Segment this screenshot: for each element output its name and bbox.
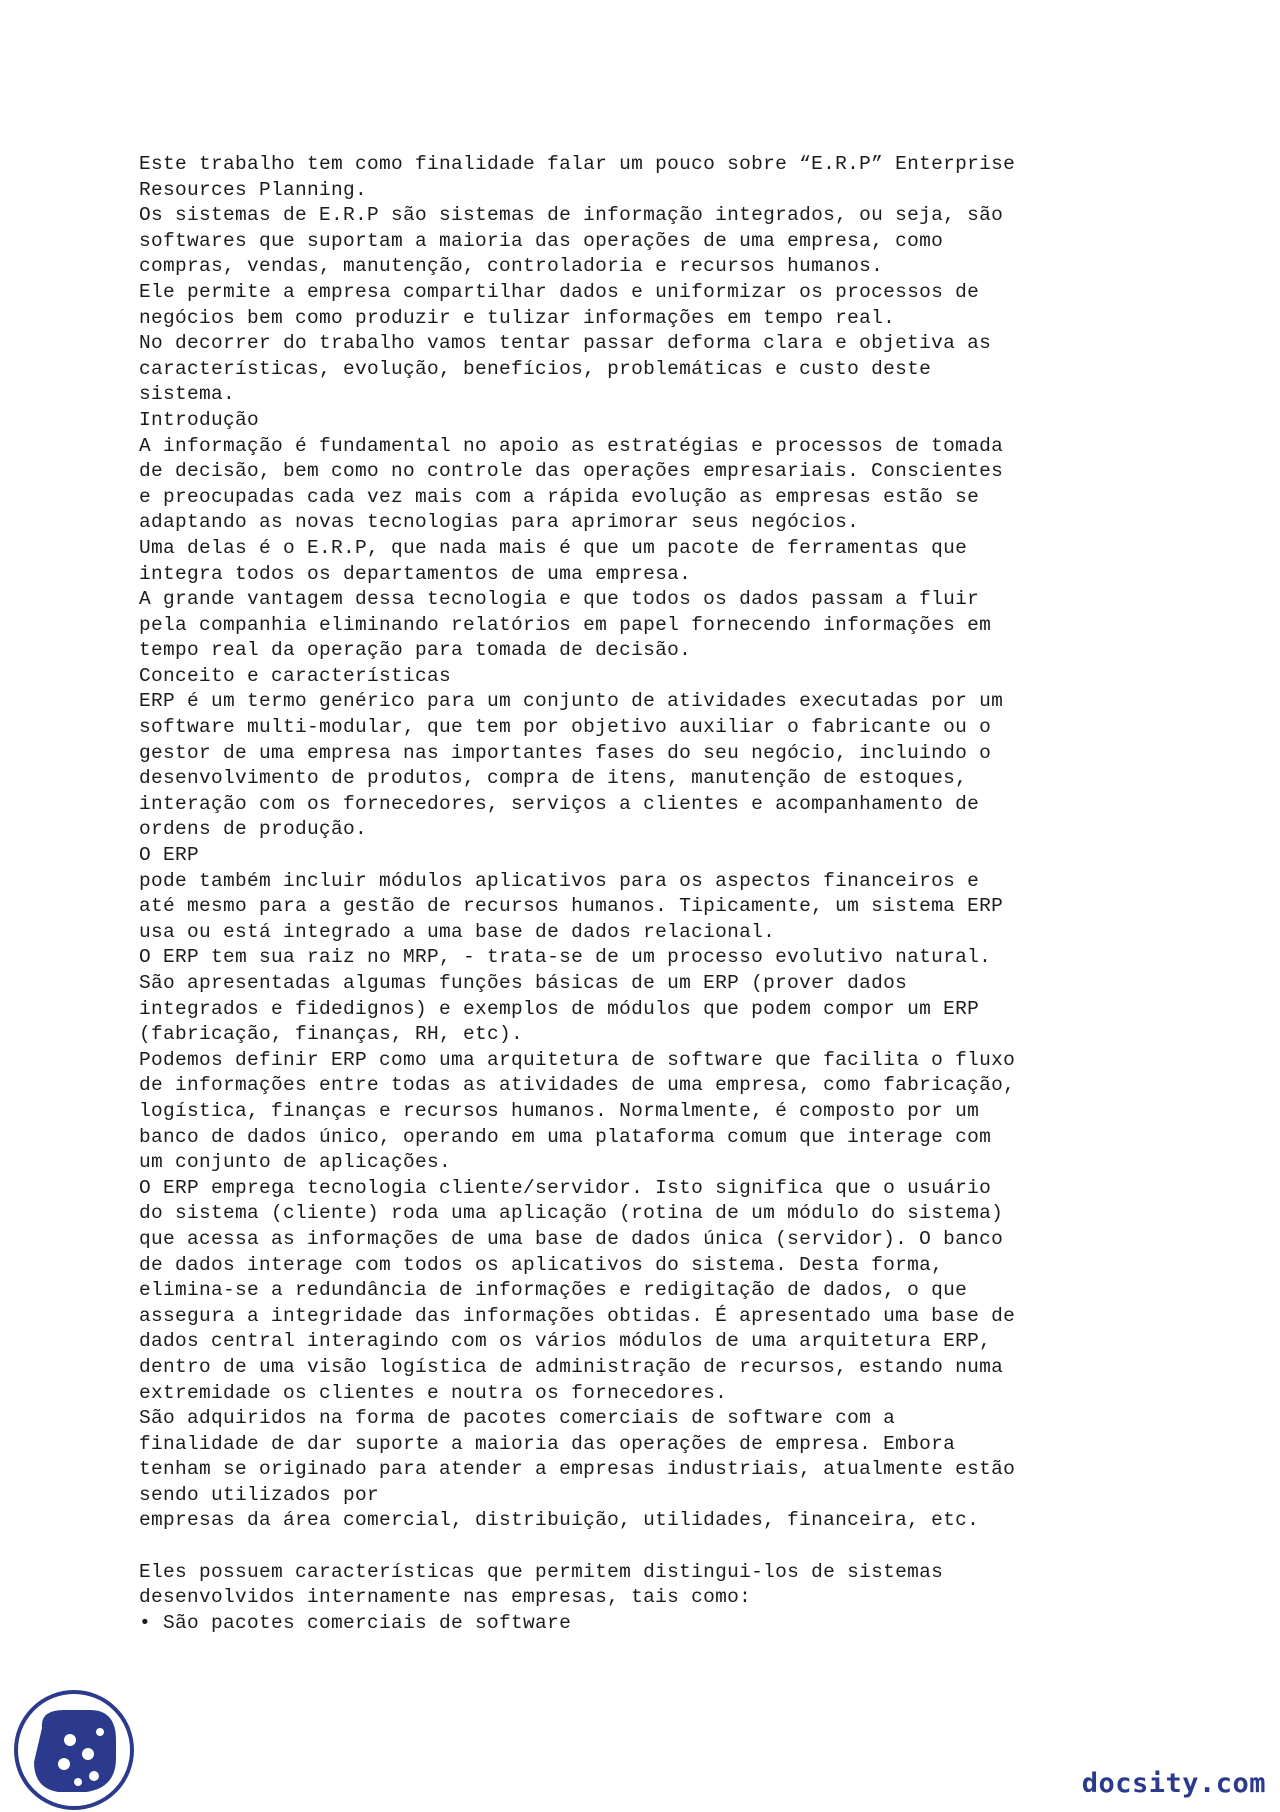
document-line: do sistema (cliente) roda uma aplicação (rotina de um módulo do sistema) — [139, 1202, 1004, 1225]
document-line: (fabricação, finanças, RH, etc). — [139, 1023, 524, 1046]
document-line: sistema. — [139, 383, 236, 406]
document-line: banco de dados único, operando em uma plataforma comum que interage com — [139, 1125, 992, 1148]
document-line: Introdução — [139, 408, 260, 431]
document-line: extremidade os clientes e noutra os fornecedores. — [139, 1381, 728, 1404]
document-line: Uma delas é o E.R.P, que nada mais é que um pacote de ferramentas que — [139, 536, 968, 559]
document-line: assegura a integridade das informações obtidas. É apresentado uma base de — [139, 1304, 1016, 1327]
document-line — [139, 1534, 1159, 1560]
docsity-logo-icon — [12, 1688, 136, 1812]
document-line: integra todos os departamentos de uma empresa. — [139, 562, 692, 585]
document-line: de decisão, bem como no controle das operações empresariais. Conscientes — [139, 460, 1004, 483]
document-line: sendo utilizados por — [139, 1483, 380, 1506]
document-line: ordens de produção. — [139, 818, 368, 841]
document-line: Os sistemas de E.R.P são sistemas de informação integrados, ou seja, são — [139, 204, 1004, 227]
document-line: A informação é fundamental no apoio as estratégias e processos de tomada — [139, 434, 1004, 457]
document-line: Eles possuem características que permitem distingui-los de sistemas — [139, 1560, 944, 1583]
document-line: compras, vendas, manutenção, controladoria e recursos humanos. — [139, 255, 884, 278]
document-line: O ERP tem sua raiz no MRP, - trata-se de um processo evolutivo natural. — [139, 946, 992, 969]
document-line: adaptando as novas tecnologias para aprimorar seus negócios. — [139, 511, 860, 534]
document-line: desenvolvidos internamente nas empresas, tais como: — [139, 1586, 752, 1609]
document-line: Podemos definir ERP como uma arquitetura de software que facilita o fluxo — [139, 1048, 1016, 1071]
document-line: elimina-se a redundância de informações e redigitação de dados, o que — [139, 1279, 968, 1302]
document-line: São adquiridos na forma de pacotes comerciais de software com a — [139, 1407, 896, 1430]
document-line: que acessa as informações de uma base de dados única (servidor). O banco — [139, 1227, 1004, 1250]
document-line: integrados e fidedignos) e exemplos de módulos que podem compor um ERP — [139, 997, 980, 1020]
document-line: dentro de uma visão logística de administração de recursos, estando numa — [139, 1355, 1004, 1378]
document-line: e preocupadas cada vez mais com a rápida evolução as empresas estão se — [139, 485, 980, 508]
document-line: A grande vantagem dessa tecnologia e que todos os dados passam a fluir — [139, 588, 980, 611]
document-line: desenvolvimento de produtos, compra de itens, manutenção de estoques, — [139, 767, 968, 790]
document-line: interação com os fornecedores, serviços a clientes e acompanhamento de — [139, 792, 980, 815]
document-line: usa ou está integrado a uma base de dados relacional. — [139, 920, 776, 943]
document-line: dados central interagindo com os vários módulos de uma arquitetura ERP, — [139, 1330, 992, 1353]
document-line: ERP é um termo genérico para um conjunto de atividades executadas por um — [139, 690, 1004, 713]
document-line: gestor de uma empresa nas importantes fases do seu negócio, incluindo o — [139, 741, 992, 764]
document-line: tempo real da operação para tomada de decisão. — [139, 639, 692, 662]
document-line: No decorrer do trabalho vamos tentar passar deforma clara e objetiva as — [139, 332, 992, 355]
document-line: empresas da área comercial, distribuição, utilidades, financeira, etc. — [139, 1509, 980, 1532]
document-line: Este trabalho tem como finalidade falar um pouco sobre “E.R.P” Enterprise — [139, 153, 1016, 175]
document-line: um conjunto de aplicações. — [139, 1151, 452, 1174]
docsity-brand: docsity.com — [1081, 1768, 1266, 1799]
document-line: Resources Planning. — [139, 178, 368, 201]
document-line: negócios bem como produzir e tulizar informações em tempo real. — [139, 306, 896, 329]
document-line: São apresentadas algumas funções básicas de um ERP (prover dados — [139, 972, 908, 994]
document-line: características, evolução, benefícios, problemáticas e custo deste — [139, 357, 932, 380]
document-line: de informações entre todas as atividades de uma empresa, como fabricação, — [139, 1074, 1016, 1097]
document-line: tenham se originado para atender a empresas industriais, atualmente estão — [139, 1458, 1016, 1481]
document-line: Ele permite a empresa compartilhar dados e uniformizar os processos de — [139, 280, 980, 303]
document-line: Conceito e características — [139, 664, 452, 687]
document-line: finalidade de dar suporte a maioria das operações de empresa. Embora — [139, 1432, 956, 1455]
document-body — [139, 152, 1159, 1636]
document-line: softwares que suportam a maioria das operações de uma empresa, como — [139, 229, 944, 252]
document-line: • São pacotes comerciais de software — [139, 1611, 572, 1634]
document-line: O ERP — [139, 844, 200, 867]
document-line: até mesmo para a gestão de recursos humanos. Tipicamente, um sistema ERP — [139, 895, 1004, 918]
document-line: pela companhia eliminando relatórios em papel fornecendo informações em — [139, 613, 992, 636]
document-line: O ERP emprega tecnologia cliente/servidor. Isto significa que o usuário — [139, 1176, 992, 1199]
document-line: software multi-modular, que tem por objetivo auxiliar o fabricante ou o — [139, 716, 992, 739]
document-line: pode também incluir módulos aplicativos para os aspectos financeiros e — [139, 869, 980, 892]
document-line: logística, finanças e recursos humanos. Normalmente, é composto por um — [139, 1099, 980, 1122]
document-line: de dados interage com todos os aplicativos do sistema. Desta forma, — [139, 1253, 944, 1276]
